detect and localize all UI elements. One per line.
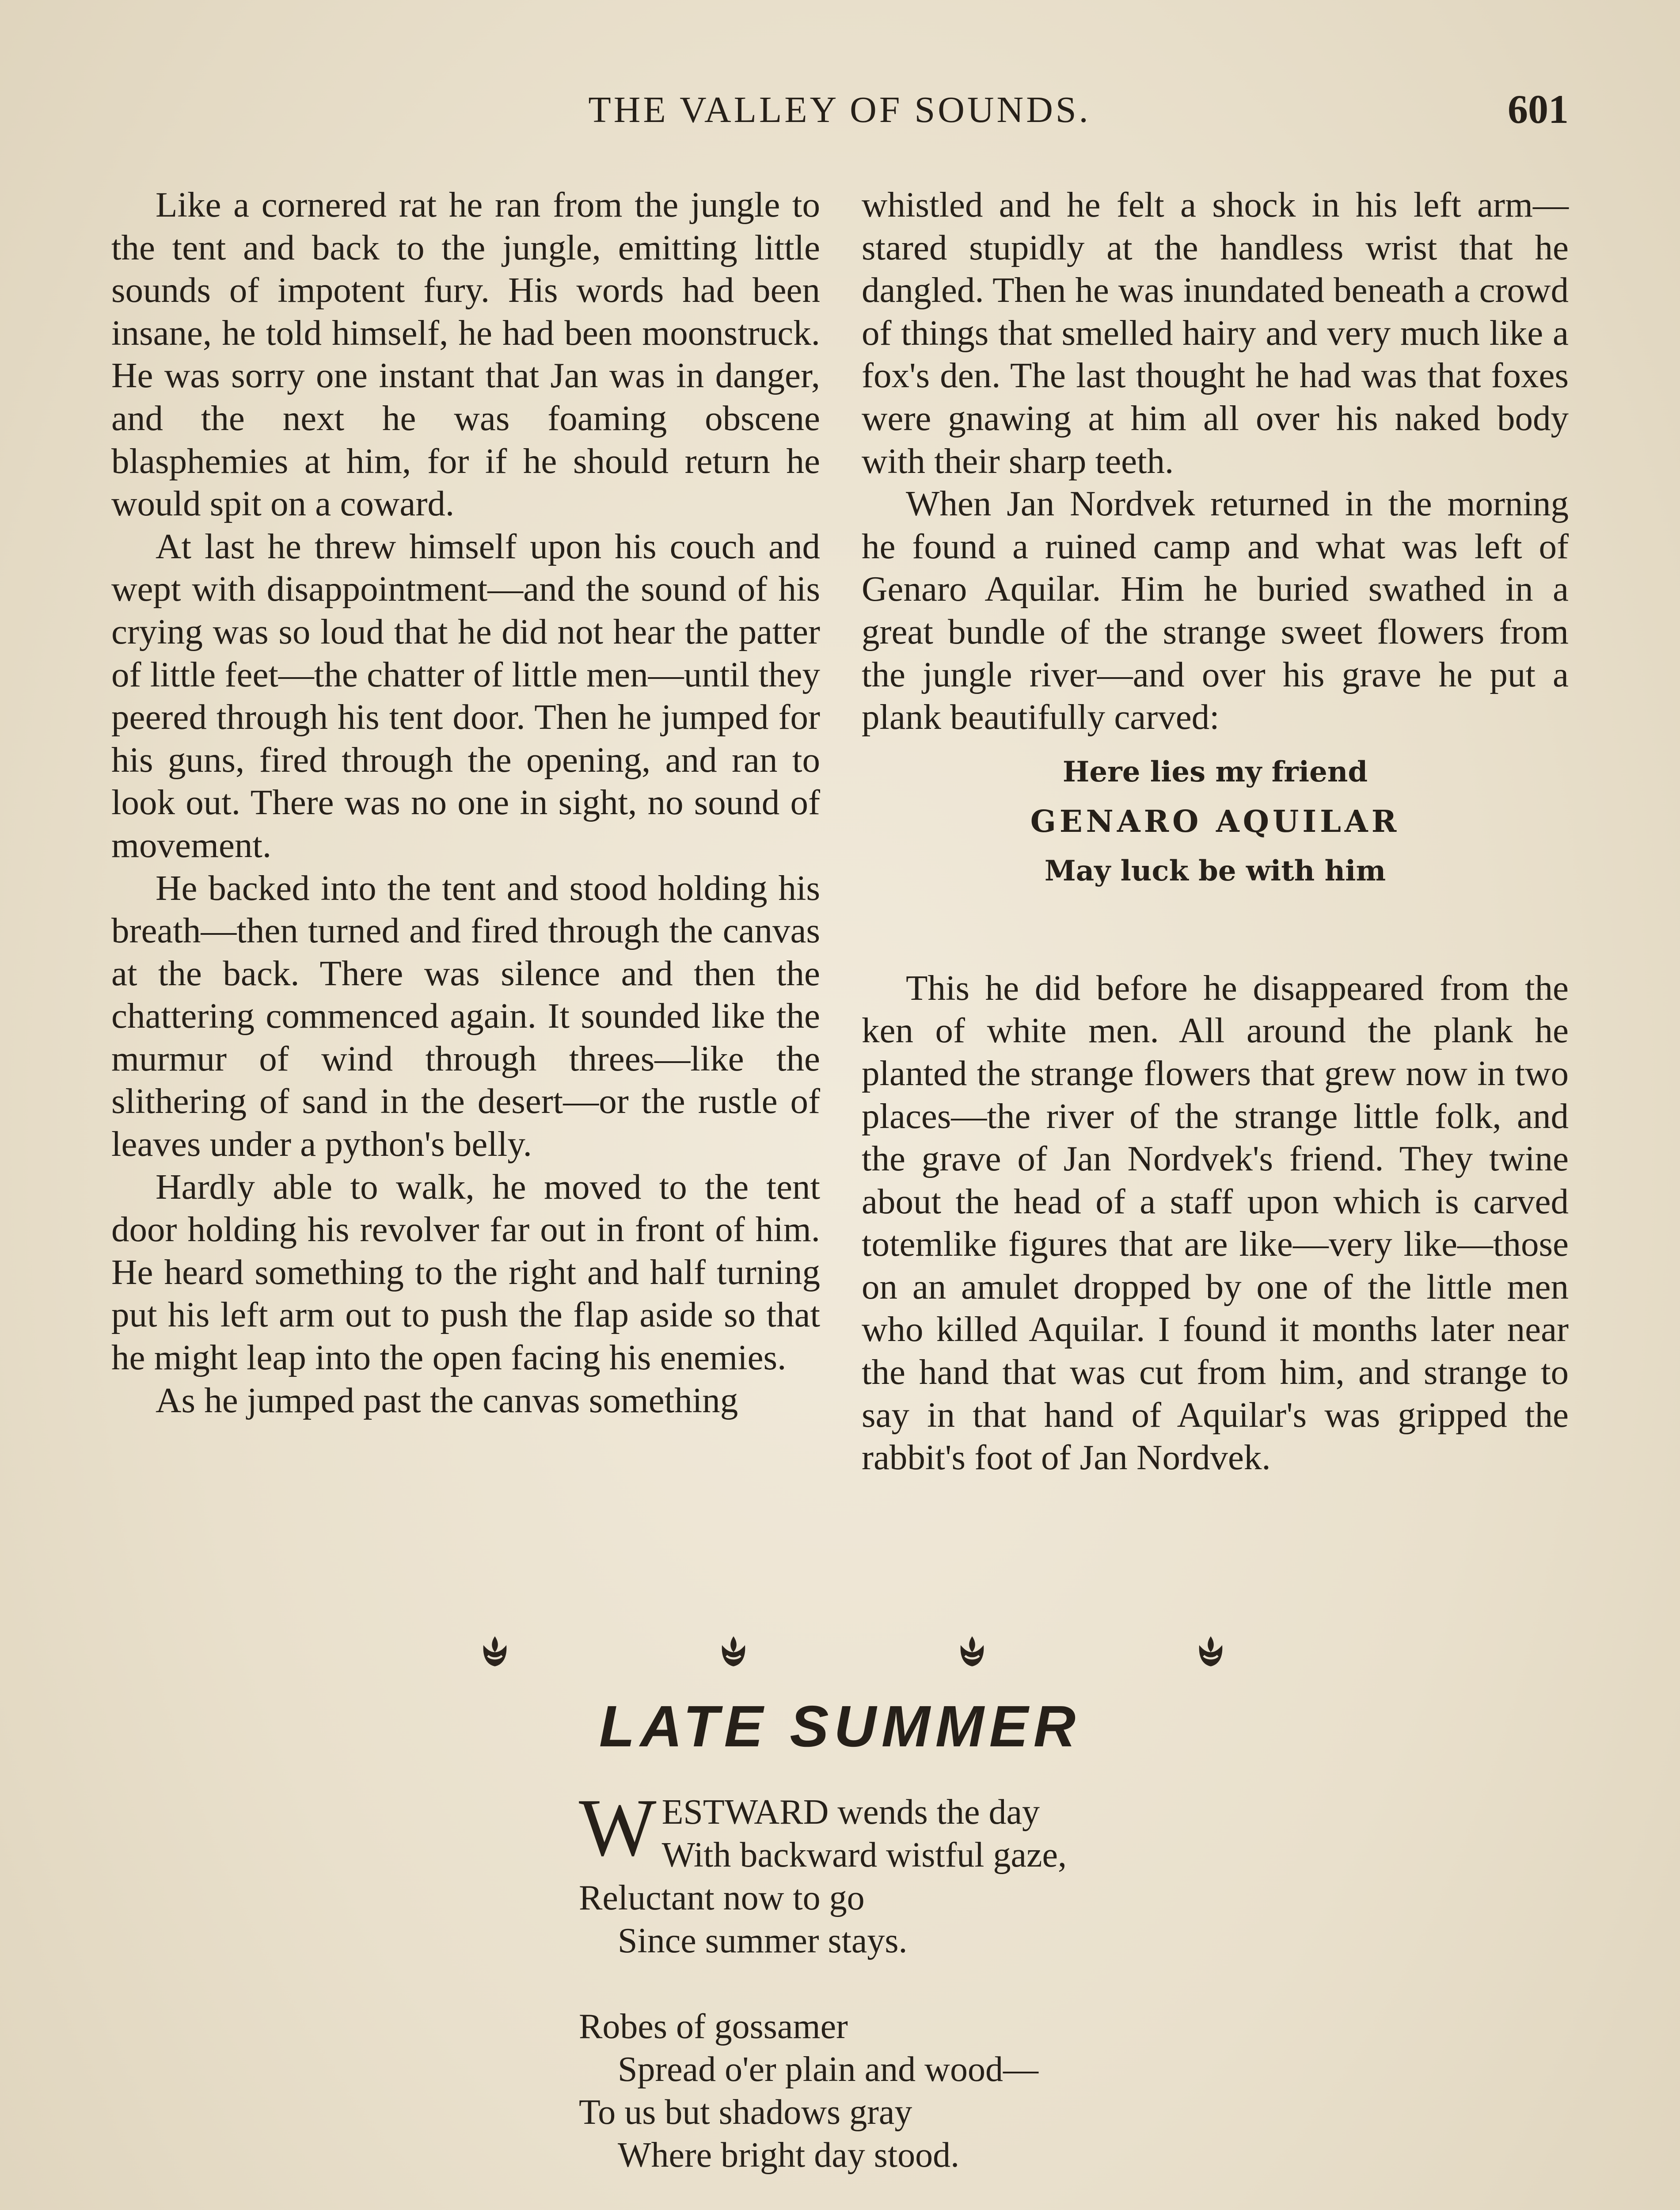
epitaph-name: GENARO AQUILAR	[1030, 804, 1400, 839]
left-paragraph-1: Like a cornered rat he ran from the jungle to the tent and back to the jungle, emitting little sounds of impotent fury. His words had been insane, he told himself, he had been moonstruck. He was sorry one instant that Jan was in danger, and the next he was foaming obscene blasphemies at him, for if he should return he would spit on a coward.	[111, 185, 820, 524]
left-paragraph-4: Hardly able to walk, he moved to the tent door holding his revolver far out in front of him. He heard something to the right and half turning put his left arm out to push the flap aside so that he might leap into the open facing his enemies.	[111, 1166, 820, 1378]
running-title: THE VALLEY OF SOUNDS.	[588, 89, 1091, 130]
poem-body	[579, 1782, 1242, 2210]
left-paragraph-5: As he jumped past the canvas something	[156, 1380, 738, 1420]
poem-title: LATE SUMMER	[599, 1694, 1081, 1759]
epitaph-line-1: Here lies my friend	[1062, 755, 1368, 789]
tulip-ornament-icon	[716, 1631, 751, 1671]
poem-line: With backward wistful gaze,	[661, 1836, 1067, 1875]
left-paragraph-2: At last he threw himself upon his couch and wept with disappointment—and the sound of his crying was so loud that he did not hear the patter of little feet—the chatter of little men—until they peered through his tent door. Then he jumped for his guns, fired through the opening, and ran to look out. There was no one in sight, no sound of movement.	[111, 526, 820, 865]
page-number: 601	[1508, 87, 1569, 132]
right-paragraph-3: This he did before he disappeared from the ken of white men. All around the plank he planted the strange flowers that grew now in two places—the river of the strange little folk, and the grave of Jan Nordvek's friend. They twine about the head of a staff upon which is carved totemlike figures that are like—very like—those on an amulet dropped by one of the little men who killed Aquilar. I found it months later near the hand that was cut from him, and strange to say in that hand of Aquilar's was gripped the rabbit's foot of Jan Nordvek.	[862, 968, 1569, 1478]
left-paragraph-3: He backed into the tent and stood holding his breath—then turned and fired through the canvas at the back. There was silence and then the chattering commenced again. It sounded like the murmur of wind through threes—like the slithering of sand in the desert—or the rustle of leaves under a python's belly.	[111, 868, 820, 1164]
page-header	[110, 88, 1569, 150]
poem-line: Since summer stays.	[618, 1921, 908, 1960]
poem-line: To us but shadows gray	[579, 2093, 912, 2132]
epitaph-line-3: May luck be with him	[1044, 854, 1386, 888]
poem-drop-cap: W	[579, 1782, 657, 1873]
poem-stanza-1	[579, 1782, 1242, 1962]
tulip-ornament-icon	[477, 1631, 513, 1671]
right-paragraph-1: whistled and he felt a shock in his left arm—stared stupidly at the handless wrist that he dangled. Then he was inundated beneath a crowd of things that smelled hairy and very much like a fox's den. The last thought he had was that foxes were gnawing at him all over his naked body with their sharp teeth.	[862, 185, 1569, 481]
right-paragraph-2: When Jan Nordvek returned in the morning he found a ruined camp and what was left of Genaro Aquilar. Him he buried swathed in a great bundle of the strange sweet flowers from the jungle river—and over his grave he put a plank beautifully carved:	[862, 484, 1569, 737]
right-column	[862, 183, 1569, 1479]
poem-stanza-2	[579, 2005, 1242, 2177]
left-column	[111, 183, 820, 1421]
poem-line: Spread o'er plain and wood—	[618, 2050, 1038, 2089]
tulip-ornament-icon	[954, 1631, 990, 1671]
epitaph-inscription	[862, 747, 1569, 896]
poem-line: Robes of gossamer	[579, 2007, 848, 2046]
section-divider	[477, 1631, 1228, 1675]
poem-line: Where bright day stood.	[618, 2136, 960, 2175]
poem-line: ESTWARD wends the day	[661, 1793, 1040, 1832]
poem-line: Reluctant now to go	[579, 1878, 865, 1917]
tulip-ornament-icon	[1193, 1631, 1228, 1671]
